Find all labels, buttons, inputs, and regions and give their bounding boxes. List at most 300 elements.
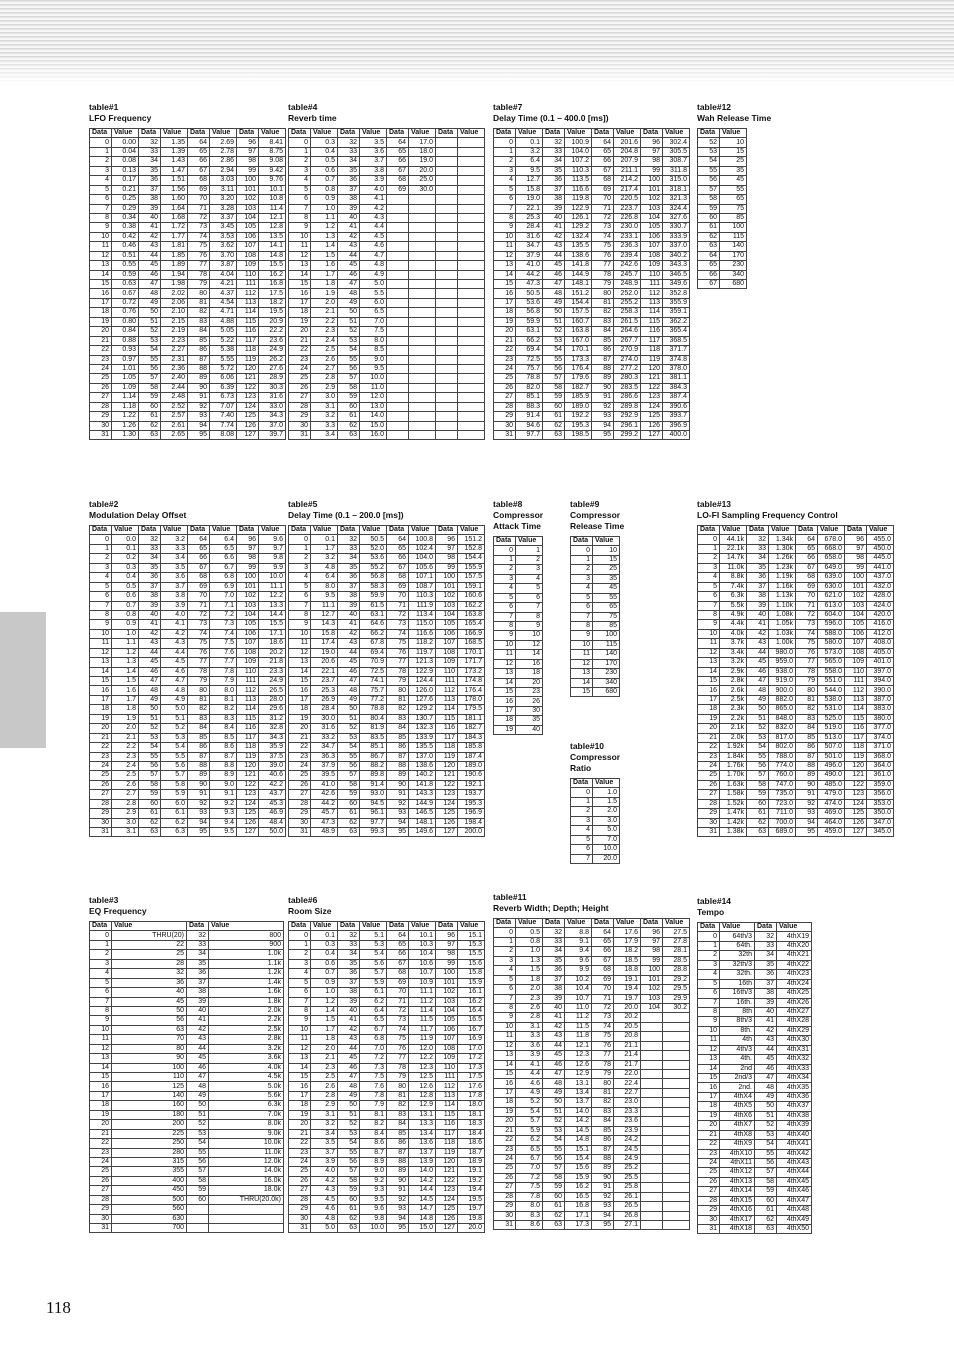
cell-value: 0.13 [112,166,139,175]
cell-value: 3.4k [720,648,747,657]
cell-value: 8.6 [360,1139,387,1148]
cell-value: 113.5 [565,176,592,185]
cell-data: 5 [90,978,112,987]
table-row [698,1121,812,1130]
cell-value: 327.6 [663,213,690,222]
table-row [289,421,485,430]
table-row [90,280,286,289]
cell-data: 78 [592,270,614,279]
cell-empty [641,1136,663,1145]
cell-data: 33 [543,937,565,946]
cell-value: 383.0 [867,705,894,714]
cell-data: 68 [592,176,614,185]
cell-data: 1 [698,941,720,950]
cell-data: 44 [139,648,161,657]
cell-value: 7.4 [210,629,237,638]
cell-value: 9.8 [259,554,286,563]
cell-value: 7.7 [210,658,237,667]
cell-value: 6.4 [311,573,338,582]
cell-data: 74 [592,232,614,241]
cell-value: 12.5 [409,1073,436,1082]
table-row [571,650,620,659]
column-header-value: Value [769,526,796,535]
cell-data: 81 [387,1091,409,1100]
cell-value: 1.7 [311,270,338,279]
cell-empty [458,412,485,421]
cell-value: 154.4 [565,298,592,307]
cell-data: 3 [90,563,112,572]
column-header-data: Data [237,526,259,535]
cell-data: 52 [139,327,161,336]
cell-data: 79 [188,280,210,289]
cell-value: 2nd [720,1064,755,1073]
cell-value: 2.3 [311,1063,338,1072]
cell-value: 18.4 [458,1129,485,1138]
cell-data: 56 [543,364,565,373]
cell-value: 0.84 [112,327,139,336]
table-row [494,1060,690,1069]
cell-data: 121 [436,1167,458,1176]
cell-value: 37.5 [259,752,286,761]
cell-data: 81 [387,695,409,704]
cell-value: 122.9 [409,667,436,676]
table-row [289,412,485,421]
cell-data: 45 [139,658,161,667]
cell-value: 4.37 [210,289,237,298]
cell-value: 1.2 [311,997,338,1006]
cell-value: 374.0 [867,733,894,742]
cell-value: 604.0 [818,610,845,619]
table-row [698,989,812,998]
value-table [288,921,485,1233]
cell-data: 64 [698,251,720,260]
cell-value: 6.3k [209,1101,284,1110]
table-row [289,1073,485,1082]
cell-data: 17 [698,695,720,704]
table-row [90,364,286,373]
table-row [90,185,286,194]
cell-data: 79 [387,1073,409,1082]
cell-value: 2.9 [311,383,338,392]
cell-data: 78 [188,270,210,279]
cell-data: 124 [436,799,458,808]
cell-empty [436,374,458,383]
cell-value: 19.0 [409,157,436,166]
cell-value: 85 [593,621,620,630]
table-5-delay-time-200 [288,499,485,837]
table-row [698,582,894,591]
cell-value: 4thX44 [777,1168,812,1177]
cell-value: 0.38 [112,223,139,232]
table-row [90,544,286,553]
cell-value: 18.0 [458,1101,485,1110]
cell-empty [663,1173,690,1182]
cell-data: 108 [436,1044,458,1053]
table-row [289,1195,485,1204]
cell-value: 21.1 [614,1041,641,1050]
value-table [570,778,620,864]
cell-data: 3 [289,959,311,968]
cell-data: 2 [571,565,593,574]
page-number: 118 [46,1298,71,1317]
cell-empty [436,308,458,317]
table-row [90,213,286,222]
cell-empty [458,308,485,317]
cell-value: 193.7 [458,790,485,799]
cell-data: 69 [387,978,409,987]
cell-value: 4thX45 [777,1177,812,1186]
cell-value: 302.4 [663,138,690,147]
cell-data: 10 [90,232,112,241]
cell-data: 88 [387,761,409,770]
cell-data: 62 [698,232,720,241]
cell-value: 149.6 [409,828,436,837]
cell-data: 91 [387,790,409,799]
cell-value: 412.0 [867,629,894,638]
cell-value: 17.4 [311,639,338,648]
cell-data: 58 [187,1176,209,1185]
cell-value: 1.00k [769,639,796,648]
cell-data: 109 [436,658,458,667]
column-header-value: Value [112,922,187,931]
table-row [90,242,286,251]
table-row [90,1016,284,1025]
cell-value: 340 [720,270,747,279]
table-row [90,1148,284,1157]
cell-data: 19 [698,1111,720,1120]
cell-data: 14 [698,1064,720,1073]
cell-empty [387,317,409,326]
cell-data: 78 [387,667,409,676]
cell-value: 7.0k [209,1110,284,1119]
cell-value: 368.5 [663,336,690,345]
cell-data: 1 [289,544,311,553]
table-row [698,667,894,676]
cell-data: 126 [641,421,663,430]
cell-data: 43 [747,639,769,648]
cell-value: 10 [720,138,747,147]
cell-data: 35 [187,959,209,968]
cell-data: 29 [289,1205,311,1214]
cell-data: 7 [494,994,516,1003]
cell-empty [458,289,485,298]
cell-data: 10 [698,629,720,638]
cell-value: 97.7 [516,431,543,440]
cell-value: 15 [593,555,620,564]
table-row [90,1082,284,1091]
cell-empty [458,138,485,147]
cell-value: 12.1 [259,213,286,222]
cell-value: 168.5 [458,639,485,648]
cell-data: 61 [338,1205,360,1214]
cell-value: 299.2 [614,431,641,440]
table-title [493,892,690,914]
cell-data: 30 [289,421,311,430]
cell-data: 77 [387,658,409,667]
cell-value: 9.9 [259,563,286,572]
table-row [289,695,485,704]
cell-data: 3 [698,960,720,969]
cell-value: 10.0 [593,845,620,854]
cell-value: 6.06 [210,374,237,383]
table-row [90,336,286,345]
cell-data: 30 [90,421,112,430]
cell-data: 112 [845,686,867,695]
table-row [494,966,690,975]
table-row [698,790,894,799]
cell-data: 52 [139,724,161,733]
cell-value: 17.6 [458,1082,485,1091]
cell-data: 21 [698,1130,720,1139]
cell-data: 46 [338,1063,360,1072]
cell-empty [436,166,458,175]
cell-value: 36.3 [311,752,338,761]
column-header-value: Value [516,919,543,928]
table-row [698,743,894,752]
cell-value: 126.1 [565,213,592,222]
cell-value: 630.0 [818,582,845,591]
cell-data: 74 [387,629,409,638]
cell-value: 179.5 [458,705,485,714]
cell-value: 16th [720,979,755,988]
cell-data: 87 [592,355,614,364]
table-row [289,1139,485,1148]
cell-data: 103 [641,204,663,213]
cell-data: 110 [237,270,259,279]
cell-value: 182.7 [458,724,485,733]
cell-value: 178.0 [458,695,485,704]
cell-data: 7 [494,204,516,213]
cell-value: 1.30 [112,431,139,440]
cell-value: 2.36 [161,364,188,373]
cell-data: 59 [338,1186,360,1195]
column-header-value: Value [614,129,641,138]
cell-data: 51 [187,1110,209,1119]
table-row [90,988,284,997]
cell-value: 2.6 [112,780,139,789]
cell-data: 12 [494,659,516,668]
table-row [494,603,543,612]
table-row [289,1025,485,1034]
cell-data: 87 [188,355,210,364]
cell-data: 67 [592,166,614,175]
cell-data: 42 [338,629,360,638]
table-row [698,261,747,270]
cell-value: 17.9 [614,937,641,946]
cell-value: 2.5k [720,695,747,704]
cell-value: 6.2 [360,997,387,1006]
cell-data: 12 [289,648,311,657]
cell-value: 0.46 [112,242,139,251]
cell-empty [436,195,458,204]
cell-value: 10 [593,546,620,555]
cell-data: 31 [90,828,112,837]
cell-data: 74 [188,232,210,241]
table-row [494,317,690,326]
cell-data: 17 [90,695,112,704]
cell-data: 50 [755,1102,777,1111]
cell-data: 71 [387,601,409,610]
cell-data: 98 [845,554,867,563]
table-row [494,251,690,260]
cell-value: 9.2 [360,1176,387,1185]
column-header-data: Data [139,129,161,138]
cell-data: 1 [494,147,516,156]
cell-data: 2 [289,554,311,563]
cell-value: 99.3 [360,828,387,837]
cell-value: 119.7 [409,648,436,657]
cell-data: 23 [289,355,311,364]
table-row [90,431,286,440]
cell-data: 93 [592,1202,614,1211]
cell-empty [458,421,485,430]
cell-value: 3.2 [516,147,543,156]
table-row [494,956,690,965]
cell-value: 148.1 [409,818,436,827]
cell-data: 72 [188,610,210,619]
cell-data: 28 [90,1195,112,1204]
cell-data: 59 [747,790,769,799]
cell-data: 11 [494,1032,516,1041]
cell-data: 41 [187,1016,209,1025]
cell-value: 5.9 [161,790,188,799]
cell-value: 167.0 [565,336,592,345]
cell-value: 1.77 [161,232,188,241]
cell-empty [436,317,458,326]
cell-data: 113 [237,298,259,307]
cell-value: 2.8 [311,1091,338,1100]
cell-data: 44 [187,1044,209,1053]
cell-data: 99 [237,563,259,572]
table-row [90,138,286,147]
table-row [494,555,543,564]
column-header-value: Value [458,922,485,931]
cell-data: 55 [755,1149,777,1158]
cell-value: 3.20 [210,195,237,204]
cell-value: 4thX46 [777,1187,812,1196]
table-3-eq-frequency [89,895,284,1233]
column-header-data: Data [845,526,867,535]
table-row [571,816,620,825]
cell-empty [409,402,436,411]
cell-empty [209,1224,284,1233]
table-row [90,686,286,695]
cell-value: 0.9 [311,195,338,204]
cell-data: 47 [543,1070,565,1079]
cell-value: 390.6 [663,402,690,411]
cell-data: 81 [188,298,210,307]
cell-data: 99 [237,166,259,175]
cell-value: 10.8 [259,195,286,204]
cell-empty [663,1164,690,1173]
cell-data: 16 [90,1082,112,1091]
table-row [90,639,286,648]
table-row [289,1035,485,1044]
cell-data: 62 [747,818,769,827]
cell-data: 91 [592,393,614,402]
cell-empty [663,1145,690,1154]
cell-data: 34 [747,554,769,563]
cell-data: 6 [698,592,720,601]
cell-value: 8.08 [210,431,237,440]
cell-data: 29 [494,412,516,421]
cell-value: 15.3 [458,940,485,949]
cell-value: 130.7 [409,714,436,723]
table-row [90,1063,284,1072]
cell-value: 5.05 [210,327,237,336]
cell-value: 2.7 [112,790,139,799]
cell-value: 30.0 [409,185,436,194]
table-row [90,563,286,572]
table-row [90,1035,284,1044]
cell-data: 111 [237,280,259,289]
cell-data: 120 [436,761,458,770]
cell-value: 9.0k [209,1129,284,1138]
value-table [288,525,485,837]
cell-data: 104 [845,610,867,619]
table-row [90,232,286,241]
cell-value: 9.0 [360,1167,387,1176]
cell-data: 8 [698,1007,720,1016]
cell-data: 98 [237,157,259,166]
cell-data: 51 [755,1111,777,1120]
cell-data: 34 [187,950,209,959]
cell-value: 170 [720,251,747,260]
cell-value: 2.06 [161,298,188,307]
cell-value: 7.0 [593,835,620,844]
table-row [494,1088,690,1097]
cell-value: 5.9 [516,1126,543,1135]
cell-data: 55 [187,1148,209,1157]
cell-value: 9.5 [516,166,543,175]
cell-data: 3 [90,959,112,968]
cell-value: 44.1k [720,535,747,544]
table-row [289,1101,485,1110]
cell-value: 2.8k [209,1035,284,1044]
cell-value: 5.4 [516,1107,543,1116]
cell-value: 450.0 [867,544,894,553]
cell-data: 29 [90,1205,112,1214]
cell-value: 8.7 [210,752,237,761]
column-header-data: Data [698,129,720,138]
cell-value: 1.7 [311,1025,338,1034]
cell-value: 4.1 [161,620,188,629]
cell-value: 8.9 [360,1157,387,1166]
cell-value: 4thX34 [777,1074,812,1083]
cell-data: 76 [592,1041,614,1050]
table-title [288,499,485,521]
cell-data: 71 [188,204,210,213]
cell-value: 8.4 [210,724,237,733]
cell-value: 4thX26 [777,998,812,1007]
cell-value: 0.4 [311,147,338,156]
cell-data: 27 [289,393,311,402]
cell-data: 111 [436,677,458,686]
cell-data: 40 [338,213,360,222]
cell-value: 1.35 [161,138,188,147]
cell-data: 23 [90,355,112,364]
cell-data: 17 [289,298,311,307]
table-row [494,546,543,555]
cell-value: 4.8 [311,1214,338,1223]
table-row [494,640,543,649]
cell-data: 113 [436,1091,458,1100]
cell-value: 1.5 [311,1016,338,1025]
cell-value: 47.3 [311,818,338,827]
cell-value: 0.08 [112,157,139,166]
cell-value: 311.8 [663,166,690,175]
cell-data: 36 [139,573,161,582]
